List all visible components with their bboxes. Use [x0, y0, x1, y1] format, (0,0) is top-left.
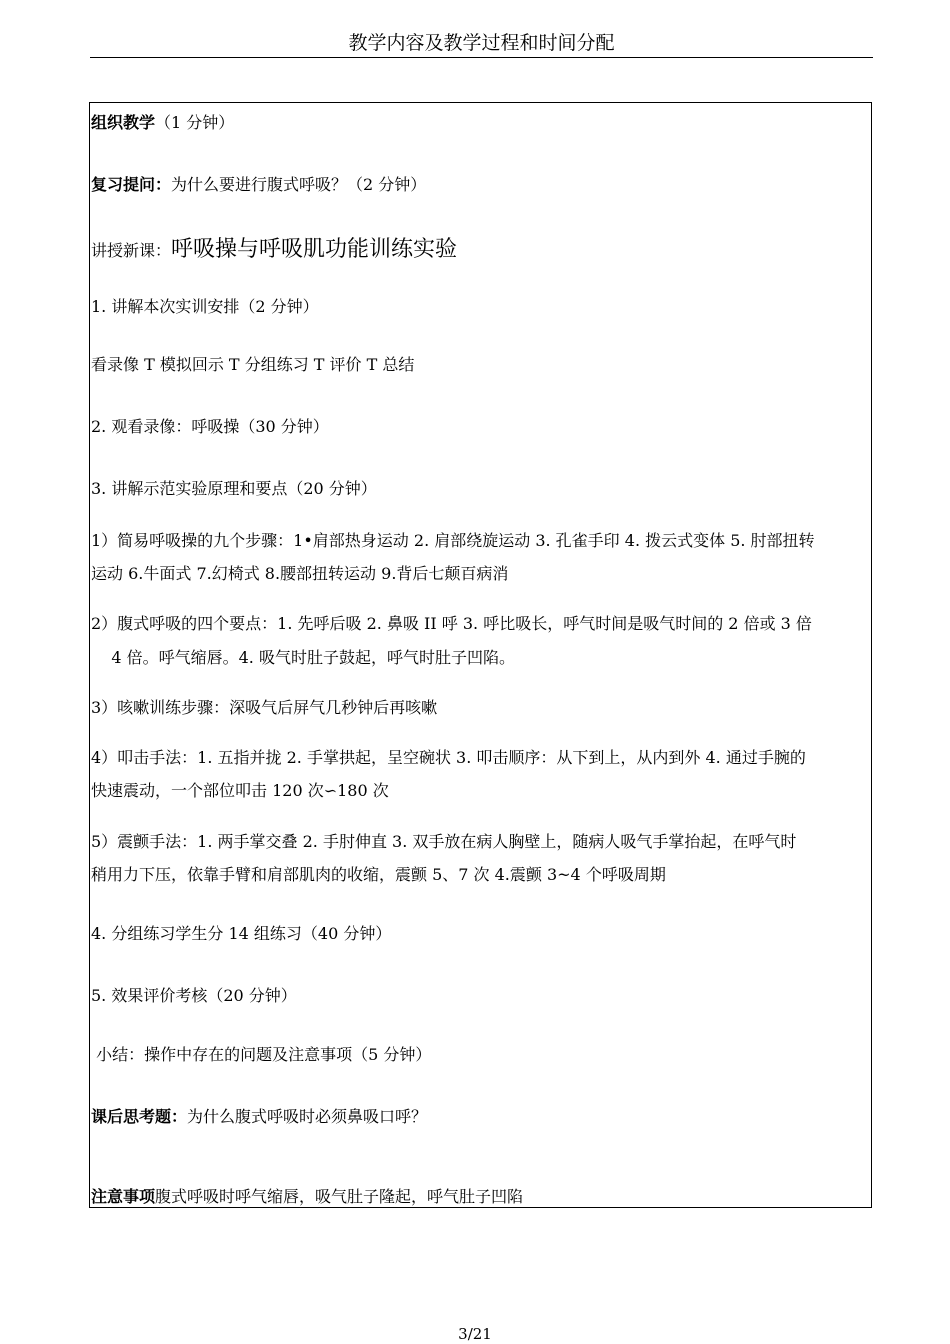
homework-label: 课后思考题： — [91, 1107, 188, 1126]
organize-time: （1 分钟） — [155, 113, 235, 132]
step-5: 5. 效果评价考核（20 分钟） — [91, 986, 297, 1005]
point-2-line-2: 4 倍。呼气缩唇。4. 吸气时肚子鼓起，呼气时肚子凹陷。 — [91, 648, 515, 667]
point-3: 3）咳嗽训练步骤：深吸气后屏气几秒钟后再咳嗽 — [91, 698, 438, 717]
point-5-line-1: 5）震颤手法：1. 两手掌交叠 2. 手肘伸直 3. 双手放在病人胸壁上，随病人吸气手掌抬起，在呼气时 — [91, 832, 797, 851]
review-line — [91, 173, 872, 197]
content-box — [89, 102, 872, 1208]
review-label: 复习提问： — [91, 175, 172, 194]
notes-label: 注意事项 — [91, 1187, 156, 1206]
step-4: 4. 分组练习学生分 14 组练习（40 分钟） — [91, 924, 392, 943]
homework-text: 为什么腹式呼吸时必须鼻吸口呼？ — [187, 1107, 428, 1126]
new-lesson-title: 呼吸操与呼吸肌功能训练实验 — [171, 237, 458, 262]
new-lesson-label: 讲授新课： — [91, 241, 172, 260]
point-1-line-2: 运动 6.牛面式 7.幻椅式 8.腰部扭转运动 9.背后七颠百病消 — [91, 564, 509, 583]
step-2: 2. 观看录像：呼吸操（30 分钟） — [91, 417, 329, 436]
point-1-line-1: 1）简易呼吸操的九个步骤：1•肩部热身运动 2. 肩部绕旋运动 3. 孔雀手印 4. 拨云式变体 5. 肘部扭转 — [91, 531, 815, 550]
summary-line: 小结：操作中存在的问题及注意事项（5 分钟） — [91, 1045, 432, 1064]
homework-line — [91, 1105, 872, 1129]
point-4-line-1: 4）叩击手法：1. 五指并拢 2. 手掌拱起，呈空碗状 3. 叩击顺序：从下到上，从内到外 4. 通过手腕的 — [91, 748, 806, 767]
point-5-line-2: 稍用力下压，依靠手臂和肩部肌肉的收缩，震颤 5、7 次 4.震颤 3~4 个呼吸周期 — [91, 865, 666, 884]
notes-text: 腹式呼吸时呼气缩唇，吸气肚子隆起，呼气肚子凹陷 — [155, 1187, 524, 1206]
point-4-line-2: 快速震动，一个部位叩击 120 次∽180 次 — [91, 781, 389, 800]
notes-line — [91, 1185, 872, 1209]
review-text: 为什么要进行腹式呼吸？（2 分钟） — [171, 175, 427, 194]
page-number: 3/21 — [458, 1325, 492, 1343]
organize-label: 组织教学 — [91, 113, 156, 132]
new-lesson-line — [91, 235, 872, 266]
point-2-line-1: 2）腹式呼吸的四个要点：1. 先呼后吸 2. 鼻吸 II 呼 3. 呼比吸长，呼气时间是吸气时间的 2 倍或 3 倍 — [91, 614, 812, 633]
page-header-title: 教学内容及教学过程和时间分配 — [348, 32, 615, 54]
organize-line — [91, 111, 872, 135]
flow-line: 看录像 T 模拟回示 T 分组练习 T 评价 T 总结 — [91, 355, 415, 374]
step-1: 1. 讲解本次实训安排（2 分钟） — [91, 297, 319, 316]
header-rule — [90, 57, 873, 58]
step-3: 3. 讲解示范实验原理和要点（20 分钟） — [91, 479, 377, 498]
